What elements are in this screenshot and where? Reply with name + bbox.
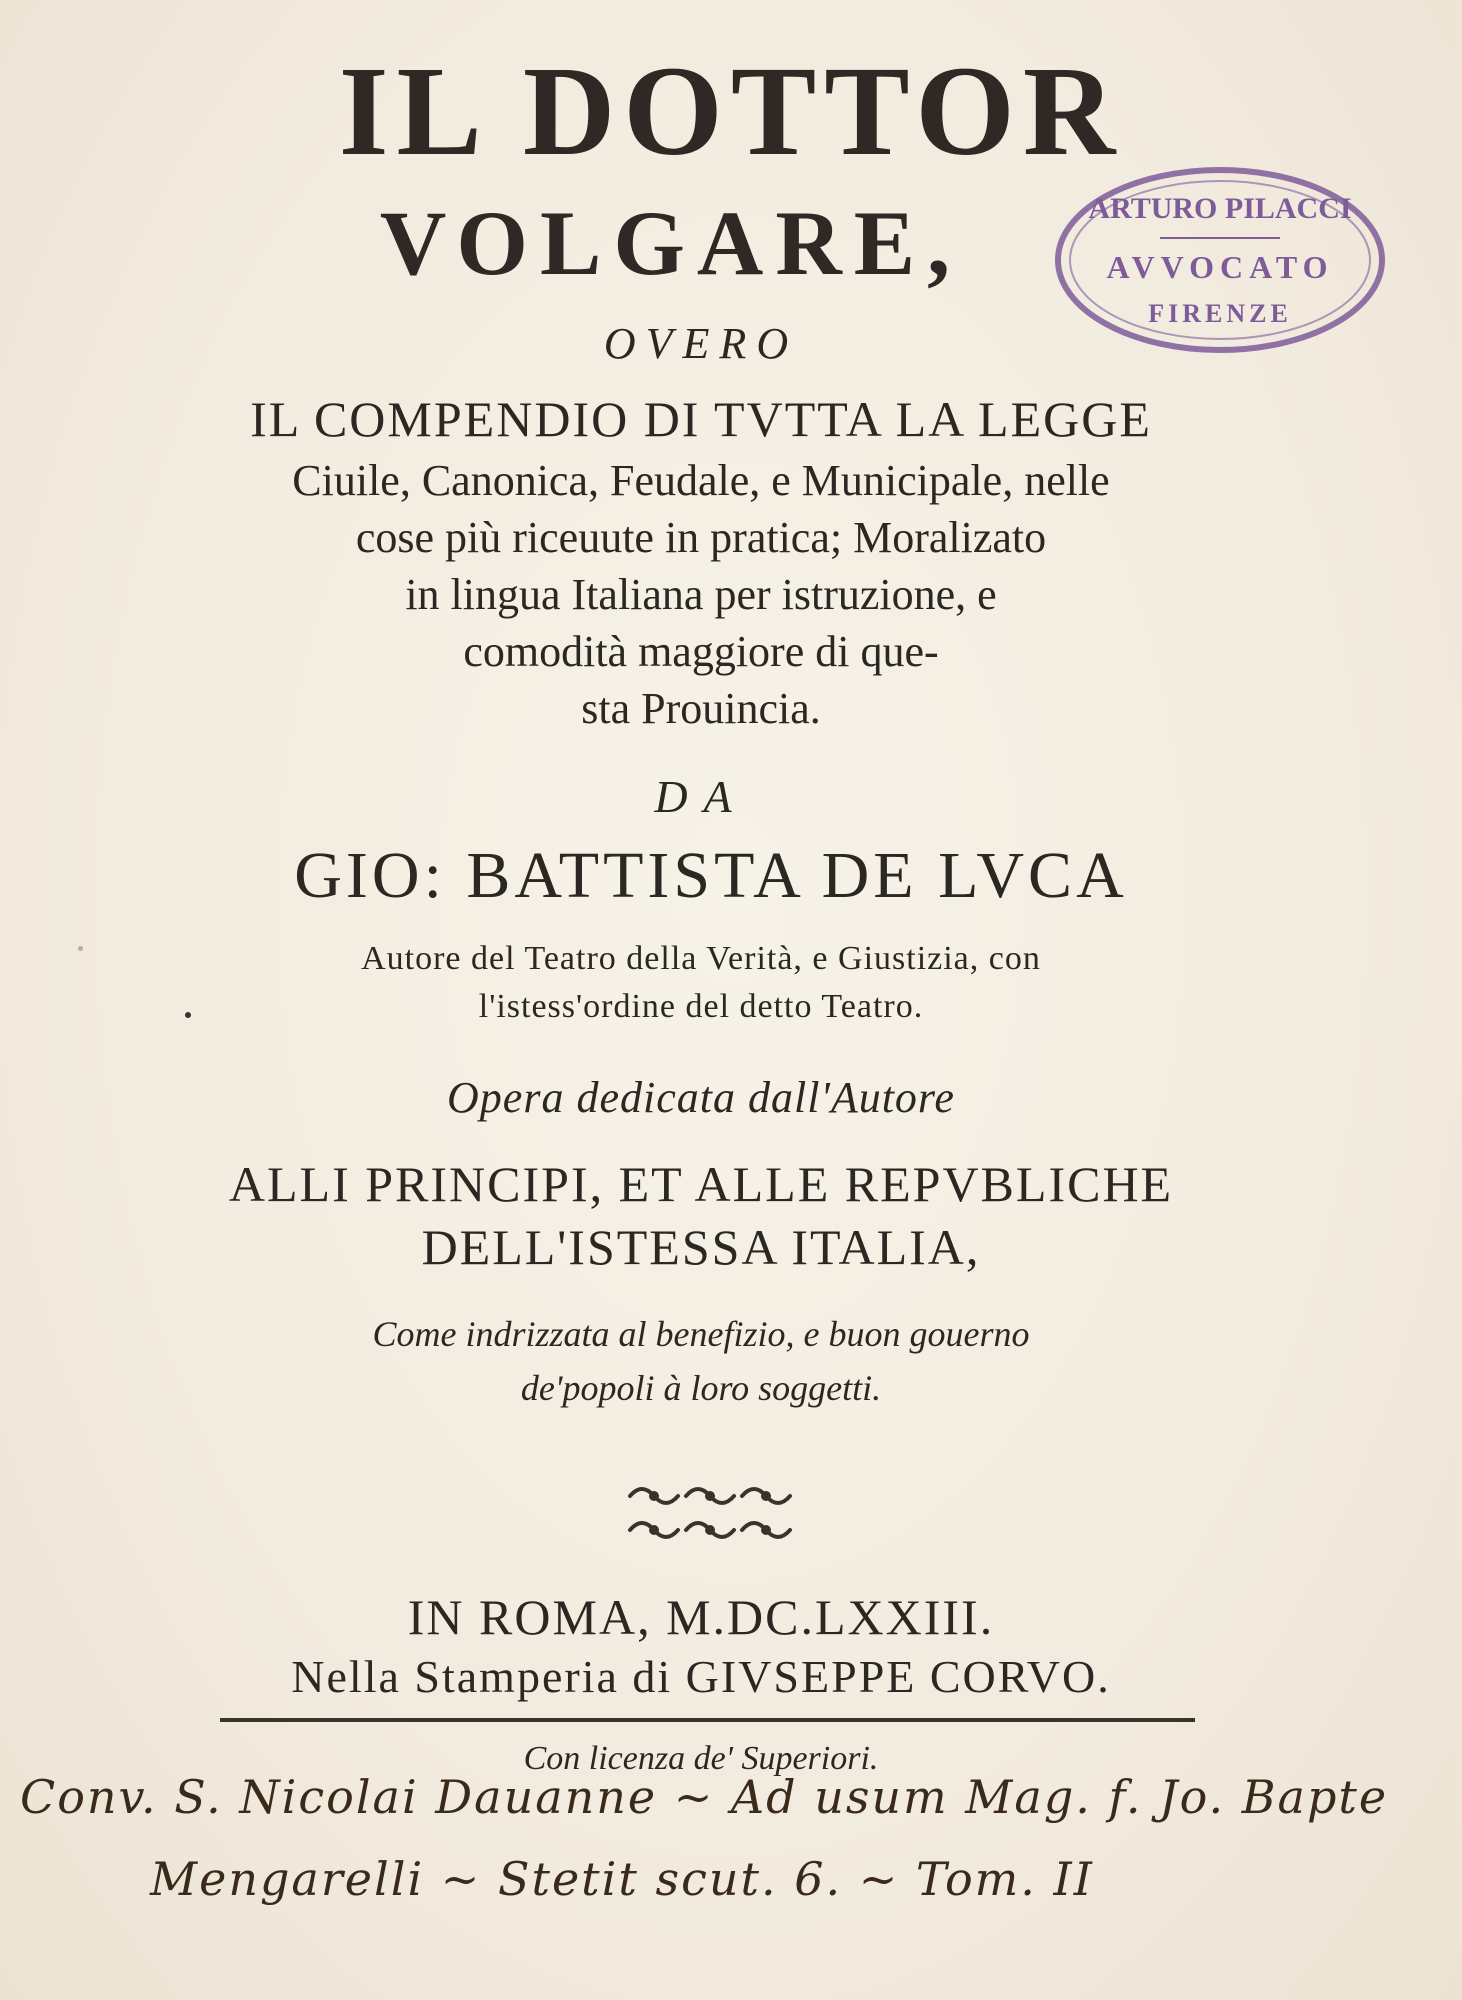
imprint-line-1: IN ROMA, M.DC.LXXIII.: [407, 1589, 995, 1645]
stamp-name: ARTURO PILACCI: [1088, 192, 1352, 225]
overo-text: OVERO: [603, 319, 799, 368]
paper-speck: [78, 946, 83, 951]
subtitle-line-4: in lingua Italiana per istruzione, e: [405, 570, 997, 619]
author-note-line-2: l'istess'ordine del detto Teatro.: [478, 988, 924, 1025]
dedication-intro: Opera dedicata dall'Autore: [447, 1073, 955, 1122]
license-text: Con licenza de' Superiori.: [523, 1740, 879, 1777]
stamp-city: FIRENZE: [1148, 299, 1292, 328]
subtitle-line-2: Ciuile, Canonica, Feudale, e Municipale, nelle: [292, 456, 1110, 505]
printer-ornament-icon: [620, 1478, 800, 1548]
divider-rule: [220, 1718, 1195, 1722]
stamp-profession: AVVOCATO: [1106, 249, 1334, 285]
subtitle-line-6: sta Prouincia.: [581, 684, 821, 733]
imprint-line-2: Nella Stamperia di GIVSEPPE CORVO.: [291, 1651, 1111, 1702]
dedication-note-line-1: Come indrizzata al benefizio, e buon gouerno: [372, 1314, 1030, 1354]
title-line-1: IL DOTTOR: [338, 40, 1124, 182]
paper-speck: [185, 1012, 191, 1018]
author-name: GIO: BATTISTA DE LVCA: [294, 839, 1128, 912]
handwritten-note-line-1: Conv. S. Nicolai Dauanne ~ Ad usum Mag. f. Jo. Bapte: [20, 1770, 1389, 1824]
subtitle-line-1: IL COMPENDIO DI TVTTA LA LEGGE: [250, 391, 1152, 447]
subtitle-line-5: comodità maggiore di que-: [463, 627, 939, 676]
by-text: DA: [654, 771, 748, 822]
ownership-stamp: [1050, 160, 1390, 360]
handwritten-note-line-2: Mengarelli ~ Stetit scut. 6. ~ Tom. II: [150, 1852, 1094, 1906]
author-note-line-1: Autore del Teatro della Verità, e Giustizia, con: [361, 940, 1041, 977]
title-line-2: VOLGARE,: [379, 192, 963, 294]
subtitle-line-3: cose più riceuute in pratica; Moralizato: [355, 513, 1047, 562]
dedication-line-2: DELL'ISTESSA ITALIA,: [421, 1219, 981, 1275]
dedication-line-1: ALLI PRINCIPI, ET ALLE REPVBLICHE: [228, 1156, 1174, 1212]
dedication-note-line-2: de'popoli à loro soggetti.: [520, 1368, 882, 1408]
